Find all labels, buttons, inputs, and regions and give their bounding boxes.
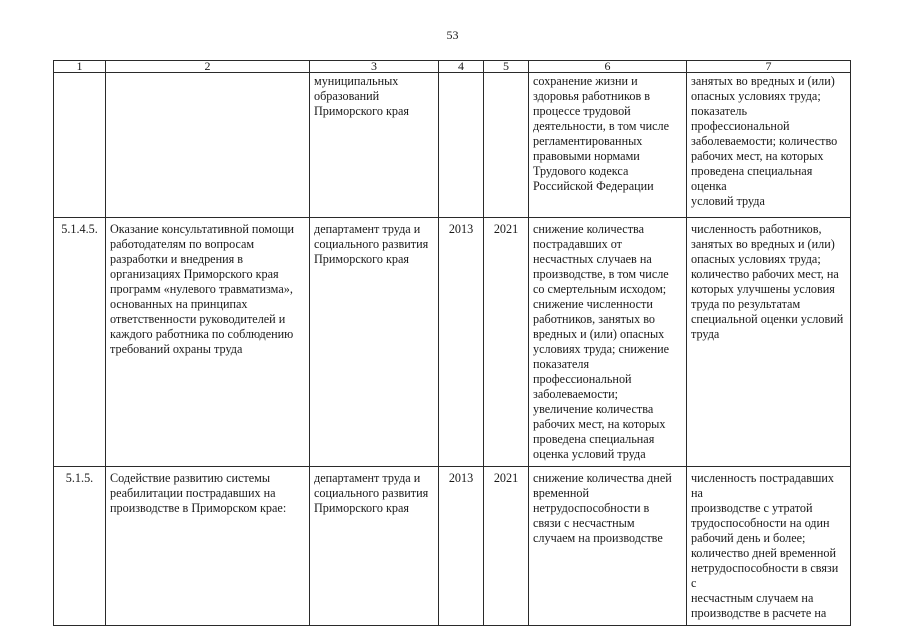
indicator-cell: занятых во вредных и (или) опасных условиях труда; показатель профессиональной заболеваемости; количество рабочих мест, на которых проведена специальная оценка условий труда [687,73,851,218]
end-year-cell: 2021 [484,467,529,626]
expected-result-cell: снижение количества дней временной нетрудоспособности в связи с несчастным случаем на производстве [529,467,687,626]
column-header: 1 [54,61,106,73]
expected-result-cell: сохранение жизни и здоровья работников в процессе трудовой деятельности, в том числе регламентированных правовыми нормами Трудового кодекса Российской Федерации [529,73,687,218]
end-year-cell [484,73,529,218]
column-header: 7 [687,61,851,73]
column-header: 2 [106,61,310,73]
start-year-cell [439,73,484,218]
item-number-cell: 5.1.4.5. [54,218,106,467]
item-number-cell [54,73,106,218]
table-row [54,467,851,626]
indicator-cell: численность работников, занятых во вредных и (или) опасных условиях труда; количество рабочих мест, на которых улучшены условия труда по результатам специальной оценки условий труда [687,218,851,467]
expected-result-cell: снижение количества пострадавших от несчастных случаев на производстве, в том числе со смертельным исходом; снижение численности работников, занятых во вредных и (или) опасных условиях труда; снижение показателя профессиональной заболеваемости; увеличение количества рабочих мест, на которых проведена специальная оценка условий труда [529,218,687,467]
indicator-cell: численность пострадавших на производстве с утратой трудоспособности на один рабочий день и более; количество дней временной нетрудоспособности в связи с несчастным случаем на производстве в расчете на [687,467,851,626]
table-row [54,73,851,218]
page-number: 53 [446,28,459,42]
program-table [53,60,851,626]
executor-cell: департамент труда и социального развития Приморского края [310,467,439,626]
start-year-cell: 2013 [439,467,484,626]
start-year-cell: 2013 [439,218,484,467]
measure-cell: Содействие развитию системы реабилитации пострадавших на производстве в Приморском крае: [106,467,310,626]
executor-cell: муниципальных образований Приморского края [310,73,439,218]
column-header: 6 [529,61,687,73]
measure-cell: Оказание консультативной помощи работодателям по вопросам разработки и внедрения в организациях Приморского края программ «нулевого травматизма», основанных на принципах ответственности руководителей и каждого работника по соблюдению требований охраны труда [106,218,310,467]
item-number-cell: 5.1.5. [54,467,106,626]
end-year-cell: 2021 [484,218,529,467]
column-header: 5 [484,61,529,73]
table-header-row [54,61,851,73]
executor-cell: департамент труда и социального развития Приморского края [310,218,439,467]
column-header: 3 [310,61,439,73]
measure-cell [106,73,310,218]
column-header: 4 [439,61,484,73]
table-row [54,218,851,467]
